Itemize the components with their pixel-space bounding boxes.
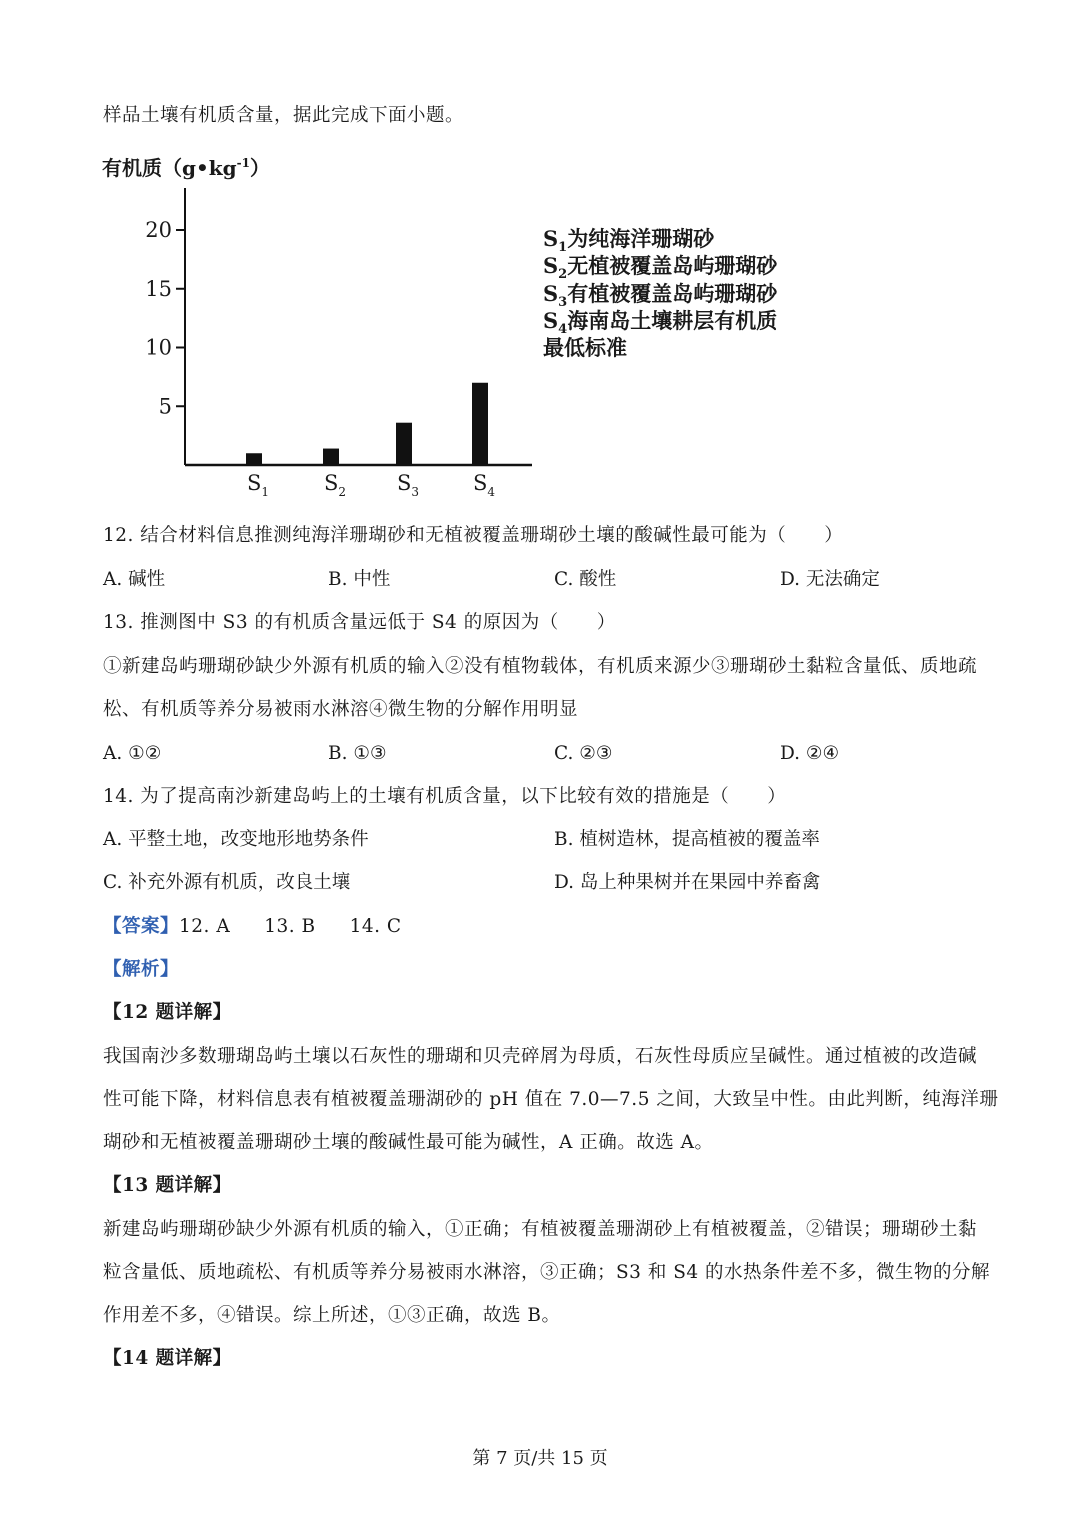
answer-12: 12. A bbox=[179, 916, 231, 937]
answer-14: 14. C bbox=[349, 916, 402, 937]
y-tick-label: 10 bbox=[145, 335, 172, 360]
y-tick-label: 5 bbox=[158, 394, 172, 419]
answer-label: 【答案】 bbox=[103, 916, 180, 937]
q14-option-b[interactable]: B. 植树造林，提高植被的覆盖率 bbox=[554, 829, 820, 850]
y-tick-label: 15 bbox=[145, 276, 172, 301]
q12-option-a[interactable]: A. 碱性 bbox=[103, 569, 166, 590]
detail-12-line-2: 性可能下降，材料信息表有植被覆盖珊湖砂的 pH 值在 7.0—7.5 之间，大致呈中性。由此判断，纯海洋珊 bbox=[103, 1089, 999, 1110]
detail-13-heading: 【13 题详解】 bbox=[103, 1175, 232, 1196]
legend-entry-4: $S_4$海南岛土壤耕层有机质 bbox=[543, 308, 778, 338]
x-tick-label-s2: $S_2$ bbox=[324, 471, 347, 499]
intro-text: 样品土壤有机质含量，据此完成下面小题。 bbox=[103, 105, 465, 126]
q12-option-c[interactable]: C. 酸性 bbox=[554, 569, 617, 590]
detail-13-line-2: 粒含量低、质地疏松、有机质等养分易被雨水淋溶，③正确；S3 和 S4 的水热条件差不多，微生物的分解 bbox=[103, 1262, 991, 1283]
q14-option-c[interactable]: C. 补充外源有机质，改良土壤 bbox=[103, 872, 351, 893]
detail-13-line-3: 作用差不多，④错误。综上所述，①③正确，故选 B。 bbox=[103, 1305, 561, 1326]
y-tick-label: 20 bbox=[145, 218, 172, 242]
q13-body-line-2: 松、有机质等养分易被雨水淋溶④微生物的分解作用明显 bbox=[103, 699, 579, 720]
q13-option-a[interactable]: A. ①② bbox=[103, 743, 162, 764]
bar-s4 bbox=[472, 383, 488, 465]
analysis-label: 【解析】 bbox=[103, 959, 180, 980]
q13-body-line-1: ①新建岛屿珊瑚砂缺少外源有机质的输入②没有植物载体，有机质来源少③珊瑚砂土黏粒含量低、质地疏 bbox=[103, 656, 978, 677]
y-axis-label: 有机质$(g•kg^{-1})$ bbox=[102, 156, 270, 180]
legend-entry-3: $S_3$有植被覆盖岛屿珊瑚砂 bbox=[543, 281, 778, 311]
q14-stem: 14. 为了提高南沙新建岛屿上的土壤有机质含量，以下比较有效的措施是（ ） bbox=[103, 786, 787, 807]
q13-option-b[interactable]: B. ①③ bbox=[328, 743, 387, 764]
x-tick-label-s3: $S_3$ bbox=[397, 471, 420, 499]
q13-option-c[interactable]: C. ②③ bbox=[554, 743, 613, 764]
x-tick-label-s1: $S_1$ bbox=[247, 471, 270, 499]
bar-s1 bbox=[246, 453, 262, 465]
detail-13-line-1: 新建岛屿珊瑚砂缺少外源有机质的输入，①正确；有植被覆盖珊湖砂上有植被覆盖，②错误；珊瑚砂土黏 bbox=[103, 1219, 978, 1240]
q14-option-a[interactable]: A. 平整土地，改变地形地势条件 bbox=[103, 829, 369, 850]
q12-option-d[interactable]: D. 无法确定 bbox=[780, 569, 880, 590]
q13-option-d[interactable]: D. ②④ bbox=[780, 743, 840, 764]
legend-entry-1: $S_1$为纯海洋珊瑚砂 bbox=[543, 226, 715, 256]
organic-matter-bar-chart bbox=[95, 150, 555, 500]
q13-stem: 13. 推测图中 S3 的有机质含量远低于 S4 的原因为（ ） bbox=[103, 612, 616, 633]
bar-s3 bbox=[396, 423, 412, 465]
legend-entry-2: $S_2$无植被覆盖岛屿珊瑚砂 bbox=[543, 253, 778, 283]
q12-option-b[interactable]: B. 中性 bbox=[328, 569, 391, 590]
q12-stem: 12. 结合材料信息推测纯海洋珊瑚砂和无植被覆盖珊瑚砂土壤的酸碱性最可能为（ ） bbox=[103, 525, 844, 546]
detail-12-line-3: 瑚砂和无植被覆盖珊瑚砂土壤的酸碱性最可能为碱性，A 正确。故选 A。 bbox=[103, 1132, 714, 1153]
bar-s2 bbox=[323, 449, 339, 465]
detail-14-heading: 【14 题详解】 bbox=[103, 1348, 232, 1369]
q14-option-d[interactable]: D. 岛上种果树并在果园中养畜禽 bbox=[554, 872, 821, 893]
answer-13: 13. B bbox=[264, 916, 316, 937]
detail-12-heading: 【12 题详解】 bbox=[103, 1002, 232, 1023]
page-footer: 第 7 页/共 15 页 bbox=[472, 1448, 608, 1469]
legend-entry-5: 最低标准 bbox=[543, 335, 627, 360]
answer-line bbox=[103, 915, 436, 939]
x-tick-label-s4: $S_4$ bbox=[473, 471, 496, 499]
detail-12-line-1: 我国南沙多数珊瑚岛屿土壤以石灰性的珊瑚和贝壳碎屑为母质，石灰性母质应呈碱性。通过植被的改造碱 bbox=[103, 1046, 978, 1067]
